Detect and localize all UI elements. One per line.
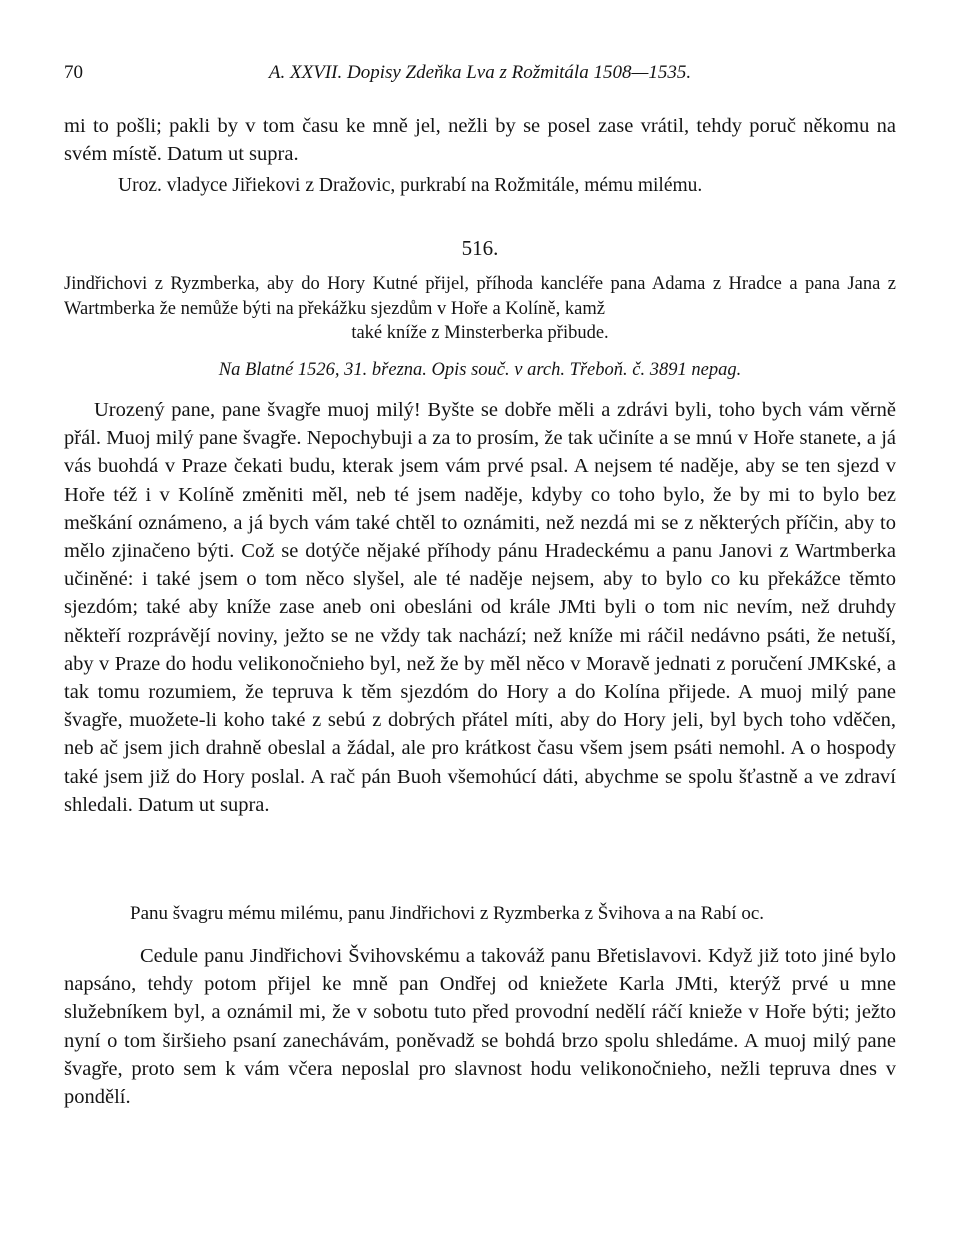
page-number: 70 [64, 62, 83, 83]
regest-text: Jindřichovi z Ryzmberka, aby do Hory Kutné přijel, příhoda kancléře pana Adama z Hradce a pana Jana z Wartmberka že nemůže býti na překážku sjezdům v Hoře a Kolíně, kamž [64, 274, 896, 319]
regest-text-last-line: také kníže z Minsterberka přibude. [351, 323, 609, 343]
letter-address-previous: Uroz. vladyce Jiřiekovi z Dražovic, purkrabí na Rožmitále, mému milému. [118, 175, 703, 196]
letter-regest [64, 272, 896, 346]
cedule-text: Cedule panu Jindřichovi Švihovskému a takováž panu Břetislavovi. Když již toto jiné bylo napsáno, tehdy potom přijel ke mně pan Ondřej od kniežete Karla JMti, kterýž prvé u mne služebníkem byl, a oznámil mi, že v sobotu tuto před provodní nedělí ráčí knieže v Hoře býti; ježto nyní o tom širšieho psaní zanechávám, poněvadž se bohdá brzo spolu shledáme. A muoj milý pane švagře, proto sem k vám včera neposlal pro slavnost hodu velikonočnieho, nežli tepruva dnes v pondělí. [64, 945, 896, 1109]
letter-number: 516. [461, 236, 499, 260]
letter-main-text: Urozený pane, pane švagře muoj milý! Byšte se dobře měli a zdrávi byli, toho bych vám věrně přál. Muoj milý pane švagře. Nepochybuji a za to prosím, že tak učiníte a se mnú v Hoře stanete, a já vás buohdá v Praze čekati budu, kterak jsem vám prvé psal. A nejsem té naděje, aby se ten sjezd v Hoře též i v Kolíně změniti měl, neb té jsem naděje, kdyby co toho bylo, že by mi to bylo bez meškání oznámeno, a já bych vám také chtěl to oznámiti, než nezdá mi se z některých příčin, aby to mělo zjinačeno býti. Což se dotýče nějaké příhody pánu Hradeckému a panu Janovi z Wartmberka učiněné: i také jsem o tom něco slyšel, ale té naděje nejsem, aby to bylo co ku překážce těmto sjezdóm; také aby kníže zase aneb oni obesláni od krále JMti byli o tom nic nevím, než druhdy někteří rozprávějí noviny, ježto se ne vždy tak nachází; než kníže mi ráčil nedávno psáti, že netuší, aby v Praze do hodu velikonočnieho byl, než že by měl něco v Moravě jednati z poručení JMKské, a tak tomu rozumiem, že tepruva k těm sjezdóm do Hory a do Kolína přijede. A muoj milý pane švagře, muožete-li koho také z sebú z dobrých přátel míti, aby do Hory jeli, byl bych toho vděčen, neb ač jsem jich drahně obeslal a žádal, ale pro krátkost času všem jsem psáti nemohl. A o hospody také jsem již do Hory poslal. A rač pán Buoh všemohúcí dáti, abychme se spolu šťastně a ve zdraví shledali. Datum ut supra. [64, 399, 896, 816]
page-header [64, 62, 896, 90]
letter-address: Panu švagru mému milému, panu Jindřichovi z Ryzmberka z Švihova a na Rabí oc. [130, 903, 765, 924]
letter-dateline: Na Blatné 1526, 31. března. Opis souč. v arch. Třeboň. č. 3891 nepag. [218, 360, 742, 380]
continuation-paragraph: mi to pošli; pakli by v tom času ke mně jel, nežli by se posel zase vrátil, tehdy poruč někomu na svém místě. Datum ut supra. [64, 115, 896, 166]
running-title: A. XXVII. Dopisy Zdeňka Lva z Rožmitála 1508—1535. [268, 62, 692, 83]
